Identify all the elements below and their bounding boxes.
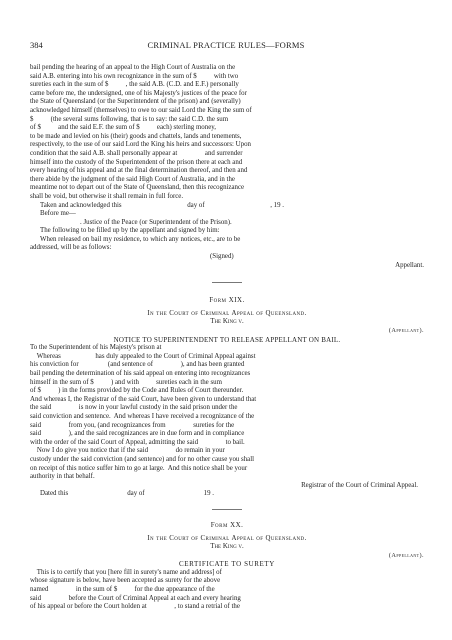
dated-day: day of bbox=[127, 490, 145, 498]
page-header bbox=[30, 40, 422, 52]
text-line: on receipt of this notice suffer him to go at large. And this notice shall be your bbox=[30, 464, 248, 472]
taken-label: Taken and acknowledged this bbox=[40, 201, 122, 209]
form-19-case: The King v. bbox=[210, 318, 244, 326]
text-line: there abide by the judgment of the said High Court of Australia, and in the bbox=[30, 175, 235, 183]
text-line: authority in that behalf. bbox=[30, 473, 95, 481]
text-line: respectively, to the use of our said Lord the King his heirs and successors: Upon bbox=[30, 141, 251, 149]
form-20-certificate-title: CERTIFICATE TO SURETY bbox=[179, 560, 275, 569]
residence-line: When released on bail my residence, to which any notices, etc., are to be bbox=[40, 235, 241, 243]
text-line: of his appeal or before the Court holden at , to stand a retrial of the bbox=[30, 603, 240, 611]
text-line: himself into the custody of the Superintendent of the prison there at each and bbox=[30, 158, 243, 166]
appellant-signature: Appellant. bbox=[395, 261, 424, 269]
text-line: said from you, (and recognizances from sureties for the bbox=[30, 421, 235, 429]
text-line: acknowledged himself (themselves) to owe to our said Lord the King the sum of bbox=[30, 106, 252, 114]
text-line: whose signature is below, have been accepted as surety for the above bbox=[30, 577, 221, 585]
text-line: with the order of the said Court of Appeal, admitting the said to bail. bbox=[30, 438, 245, 446]
text-line: his conviction for (and sentence of ), and has been granted bbox=[30, 361, 245, 369]
recognizance-text bbox=[30, 64, 424, 202]
running-title: CRIMINAL PRACTICE RULES—FORMS bbox=[147, 40, 305, 50]
text-line: every hearing of his appeal and at the final determination thereof, and then and bbox=[30, 167, 248, 175]
page-body bbox=[30, 64, 424, 612]
form-19-appellant-tag: (Appellant). bbox=[388, 327, 424, 335]
form-20-court: In the Court of Criminal Appeal of Queensland. bbox=[147, 534, 307, 542]
dated-line bbox=[30, 490, 424, 499]
before-me: Before me— bbox=[40, 210, 76, 218]
taken-year: , 19 . bbox=[270, 201, 284, 209]
taken-day: day of bbox=[187, 201, 205, 209]
page-number: 384 bbox=[30, 40, 43, 50]
text-line: Whereas has duly appealed to the Court of Criminal Appeal against bbox=[30, 352, 256, 360]
form-20-title: Form XX. bbox=[210, 521, 244, 529]
filled-note: The following to be filled up by the appellant and signed by him: bbox=[40, 227, 220, 235]
text-line: This is to certify that you [here fill in surety's name and address] of bbox=[30, 568, 222, 576]
signed-label: (Signed) bbox=[210, 253, 234, 261]
form-19-court: In the Court of Criminal Appeal of Queensland. bbox=[147, 309, 307, 317]
registrar-signature: Registrar of the Court of Criminal Appeal. bbox=[301, 481, 418, 489]
justice-line: . Justice of the Peace (or Superintendent of the Prison). bbox=[80, 218, 232, 226]
taken-line bbox=[30, 202, 424, 211]
form-19-title: Form XIX. bbox=[209, 297, 245, 305]
form-20-case: The King v. bbox=[210, 543, 244, 551]
text-line: And whereas I, the Registrar of the said Court, have been given to understand that bbox=[30, 395, 257, 403]
text-line: came before me, the undersigned, one of his Majesty's justices of the peace for bbox=[30, 89, 247, 97]
form-20-text bbox=[30, 569, 424, 612]
text-line: sureties each in the sum of $ , the said A.B. (C.D. and E.F.) personally bbox=[30, 81, 239, 89]
text-line: $ (the several sums following, that is to say: the said C.D. the sum bbox=[30, 115, 229, 123]
text-line: bail pending the determination of his said appeal on entering into recognizances bbox=[30, 370, 251, 377]
text-line: shall be void, but otherwise it shall remain in full force. bbox=[30, 192, 184, 200]
text-line: the said is now in your lawful custody in the said prison under the bbox=[30, 404, 238, 412]
text-line: named in the sum of $ for the due appearance of the bbox=[30, 586, 215, 594]
text-line: said A.B. entering into his own recognizance in the sum of $ with two bbox=[30, 72, 239, 80]
dated-year: 19 . bbox=[203, 490, 214, 498]
residence-line: addressed, will be as follows: bbox=[30, 244, 112, 252]
text-line: condition that the said A.B. shall personally appear at and surrender bbox=[30, 149, 243, 157]
text-line: bail pending the hearing of an appeal to the High Court of Australia on the bbox=[30, 64, 236, 71]
text-line: of $ ) in the forms provided by the Code and Rules of Court thereunder. bbox=[30, 387, 244, 395]
text-line: meantime not to depart out of the State of Queensland, then this recognizance bbox=[30, 184, 245, 192]
text-line: custody under the said conviction (and sentence) and for no other cause you shall bbox=[30, 455, 255, 463]
text-line: the State of Queensland (or the Superintendent of the prison) and (severally) bbox=[30, 98, 241, 106]
form-19-text bbox=[30, 353, 424, 482]
text-line: said ), and the said recognizances are in due form and in compliance bbox=[30, 430, 245, 438]
text-line: said before the Court of Criminal Appeal at each and every hearing bbox=[30, 594, 241, 602]
text-line: Now I do give you notice that if the said do remain in your bbox=[30, 447, 225, 455]
text-line: himself in the sum of $ ) and with sureties each in the sum bbox=[30, 378, 222, 386]
text-line: of $ and the said E.F. the sum of $ each) sterling money, bbox=[30, 124, 216, 132]
to-superintendent: To the Superintendent of his Majesty's prison at bbox=[30, 344, 162, 352]
dated-label: Dated this bbox=[40, 490, 69, 498]
text-line: to be made and levied on his (their) goods and chattels, lands and tenements, bbox=[30, 132, 242, 140]
form-20-appellant-tag: (Appellant). bbox=[388, 551, 424, 559]
text-line: said conviction and sentence. And whereas I have received a recognizance of the bbox=[30, 412, 255, 420]
form-19-notice-title: NOTICE TO SUPERINTENDENT TO RELEASE APPELLANT ON BAIL. bbox=[113, 335, 341, 344]
